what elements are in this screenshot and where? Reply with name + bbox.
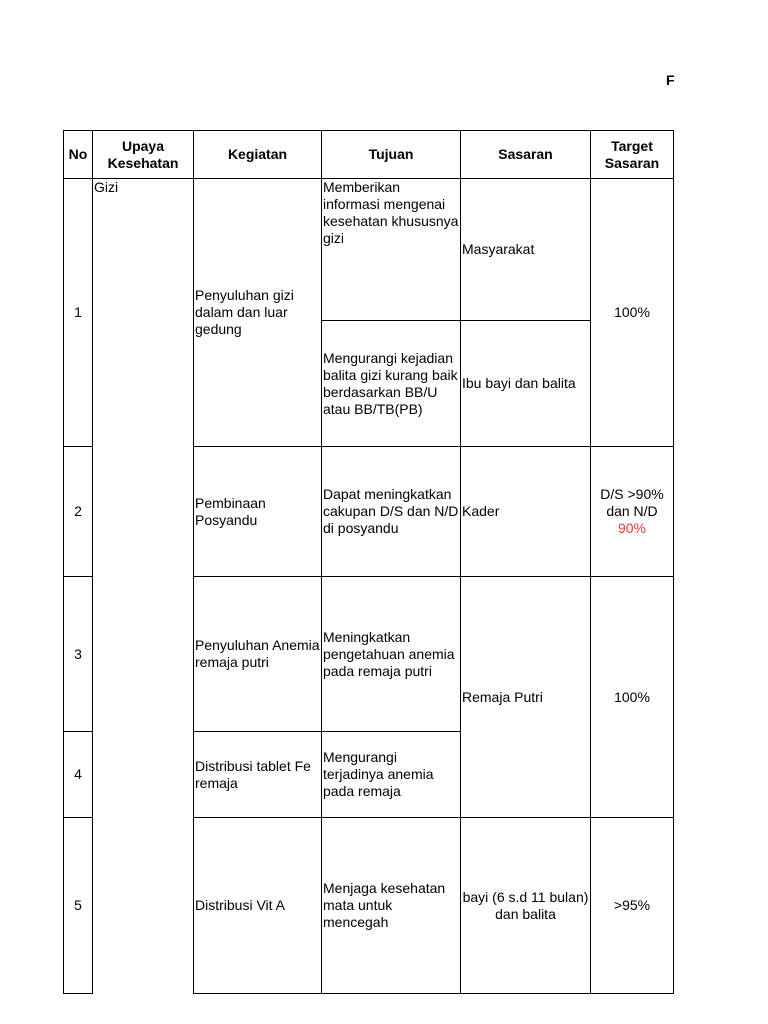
table-row (64, 179, 674, 321)
row1-sasaran-a: Masyarakat (461, 179, 591, 321)
row2-no: 2 (64, 447, 93, 577)
row2-tujuan: Dapat meningkatkan cakupan D/S dan N/D di posyandu (322, 447, 461, 577)
row1-no: 1 (64, 179, 93, 447)
header-upaya: Upaya Kesehatan (93, 131, 194, 179)
row3-tujuan: Meningkatkan pengetahuan anemia pada remaja putri (322, 577, 461, 732)
row3-target: 100% (591, 577, 674, 818)
row2-target-line3: 90% (617, 520, 647, 536)
row2-target (591, 447, 674, 577)
row3-kegiatan: Penyuluhan Anemia remaja putri (194, 577, 322, 732)
table-viewport (63, 130, 675, 930)
row1-kegiatan: Penyuluhan gizi dalam dan luar gedung (194, 179, 322, 447)
header-row (64, 131, 674, 179)
row3-no: 3 (64, 577, 93, 732)
row1-tujuan-a: Memberikan informasi mengenai kesehatan khususnya gizi (322, 179, 461, 321)
row4-tujuan: Mengurangi terjadinya anemia pada remaja (322, 732, 461, 818)
program-table (63, 130, 674, 994)
row5-target: >95% (591, 818, 674, 994)
row1-target: 100% (591, 179, 674, 447)
row4-kegiatan: Distribusi tablet Fe remaja (194, 732, 322, 818)
row1-tujuan-b: Mengurangi kejadian balita gizi kurang baik berdasarkan BB/U atau BB/TB(PB) (322, 321, 461, 447)
row5-kegiatan: Distribusi Vit A (194, 818, 322, 994)
page-corner-mark: F (666, 72, 675, 88)
row5-no: 5 (64, 818, 93, 994)
header-sasaran: Sasaran (461, 131, 591, 179)
upaya-cell: Gizi (93, 179, 194, 994)
row2-target-line2: dan N/D (606, 503, 658, 519)
row2-target-line1: D/S >90% (600, 486, 664, 502)
row2-sasaran: Kader (461, 447, 591, 577)
row4-no: 4 (64, 732, 93, 818)
row5-sasaran: bayi (6 s.d 11 bulan) dan balita (461, 818, 591, 994)
header-tujuan: Tujuan (322, 131, 461, 179)
header-kegiatan: Kegiatan (194, 131, 322, 179)
header-target: Target Sasaran (591, 131, 674, 179)
header-no: No (64, 131, 93, 179)
row2-kegiatan: Pembinaan Posyandu (194, 447, 322, 577)
row3-sasaran: Remaja Putri (461, 577, 591, 818)
row5-tujuan: Menjaga kesehatan mata untuk mencegah (322, 818, 461, 994)
row1-sasaran-b: Ibu bayi dan balita (461, 321, 591, 447)
